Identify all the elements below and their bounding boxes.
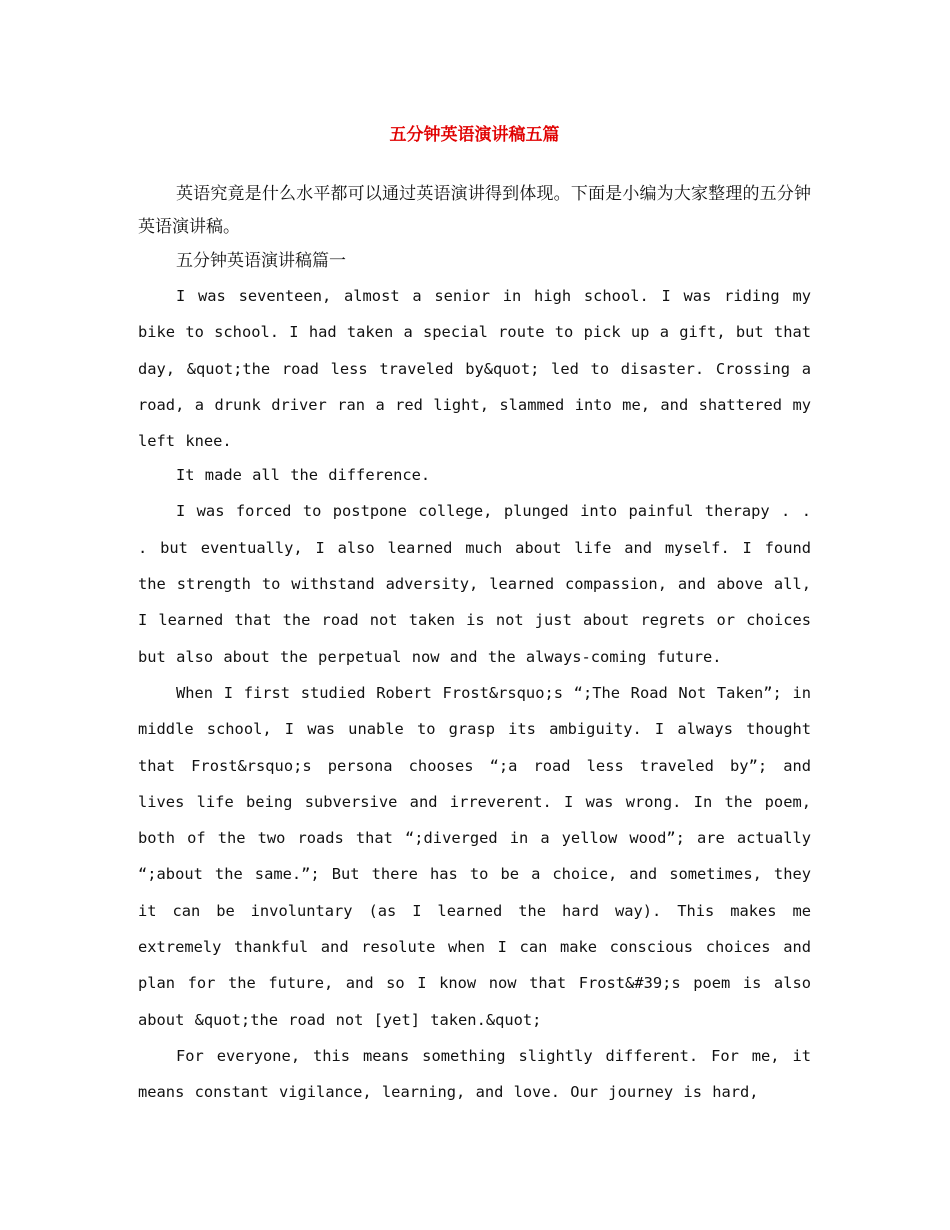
body-paragraph-1: I was seventeen, almost a senior in high school. I was riding my bike to school. I had taken a special route to pick up a gift, but that day, &quot;the road less traveled by&quot; led to disaster. Crossing a road, a drunk driver ran a red light, slammed into me, and shattered my left knee. xyxy=(138,287,811,451)
body-paragraph-3: I was forced to postpone college, plunged into painful therapy . . . but eventually, I also learned much about life and myself. I found the strength to withstand adversity, learned compassion, and above all, I learned that the road not taken is not just about regrets or choices but also about the perpetual now and the always-coming future. xyxy=(138,502,811,666)
body-paragraph-4: When I first studied Robert Frost&rsquo;s “;The Road Not Taken”; in middle school, I was unable to grasp its ambiguity. I always thought that Frost&rsquo;s persona chooses “;a road less traveled by”; and lives life being subversive and irreverent. I was wrong. In the poem, both of the two roads that “;diverged in a yellow wood”; are actually “;about the same.”; But there has to be a choice, and sometimes, they it can be involuntary (as I learned the hard way). This makes me extremely thankful and resolute when I can make conscious choices and plan for the future, and so I know now that Frost&#39;s poem is also about &quot;the road not [yet] taken.&quot; xyxy=(138,683,811,1029)
document-page xyxy=(138,118,811,1111)
body-paragraph-2: It made all the difference. xyxy=(176,466,431,485)
section-heading: 五分钟英语演讲稿篇一 xyxy=(176,251,346,271)
document-title: 五分钟英语演讲稿五篇 xyxy=(389,125,560,145)
intro-paragraph: 英语究竟是什么水平都可以通过英语演讲得到体现。下面是小编为大家整理的五分钟英语演讲稿。 xyxy=(138,184,811,237)
body-paragraph-5: For everyone, this means something slightly different. For me, it means constant vigilance, learning, and love. Our journey is hard, xyxy=(138,1046,811,1102)
